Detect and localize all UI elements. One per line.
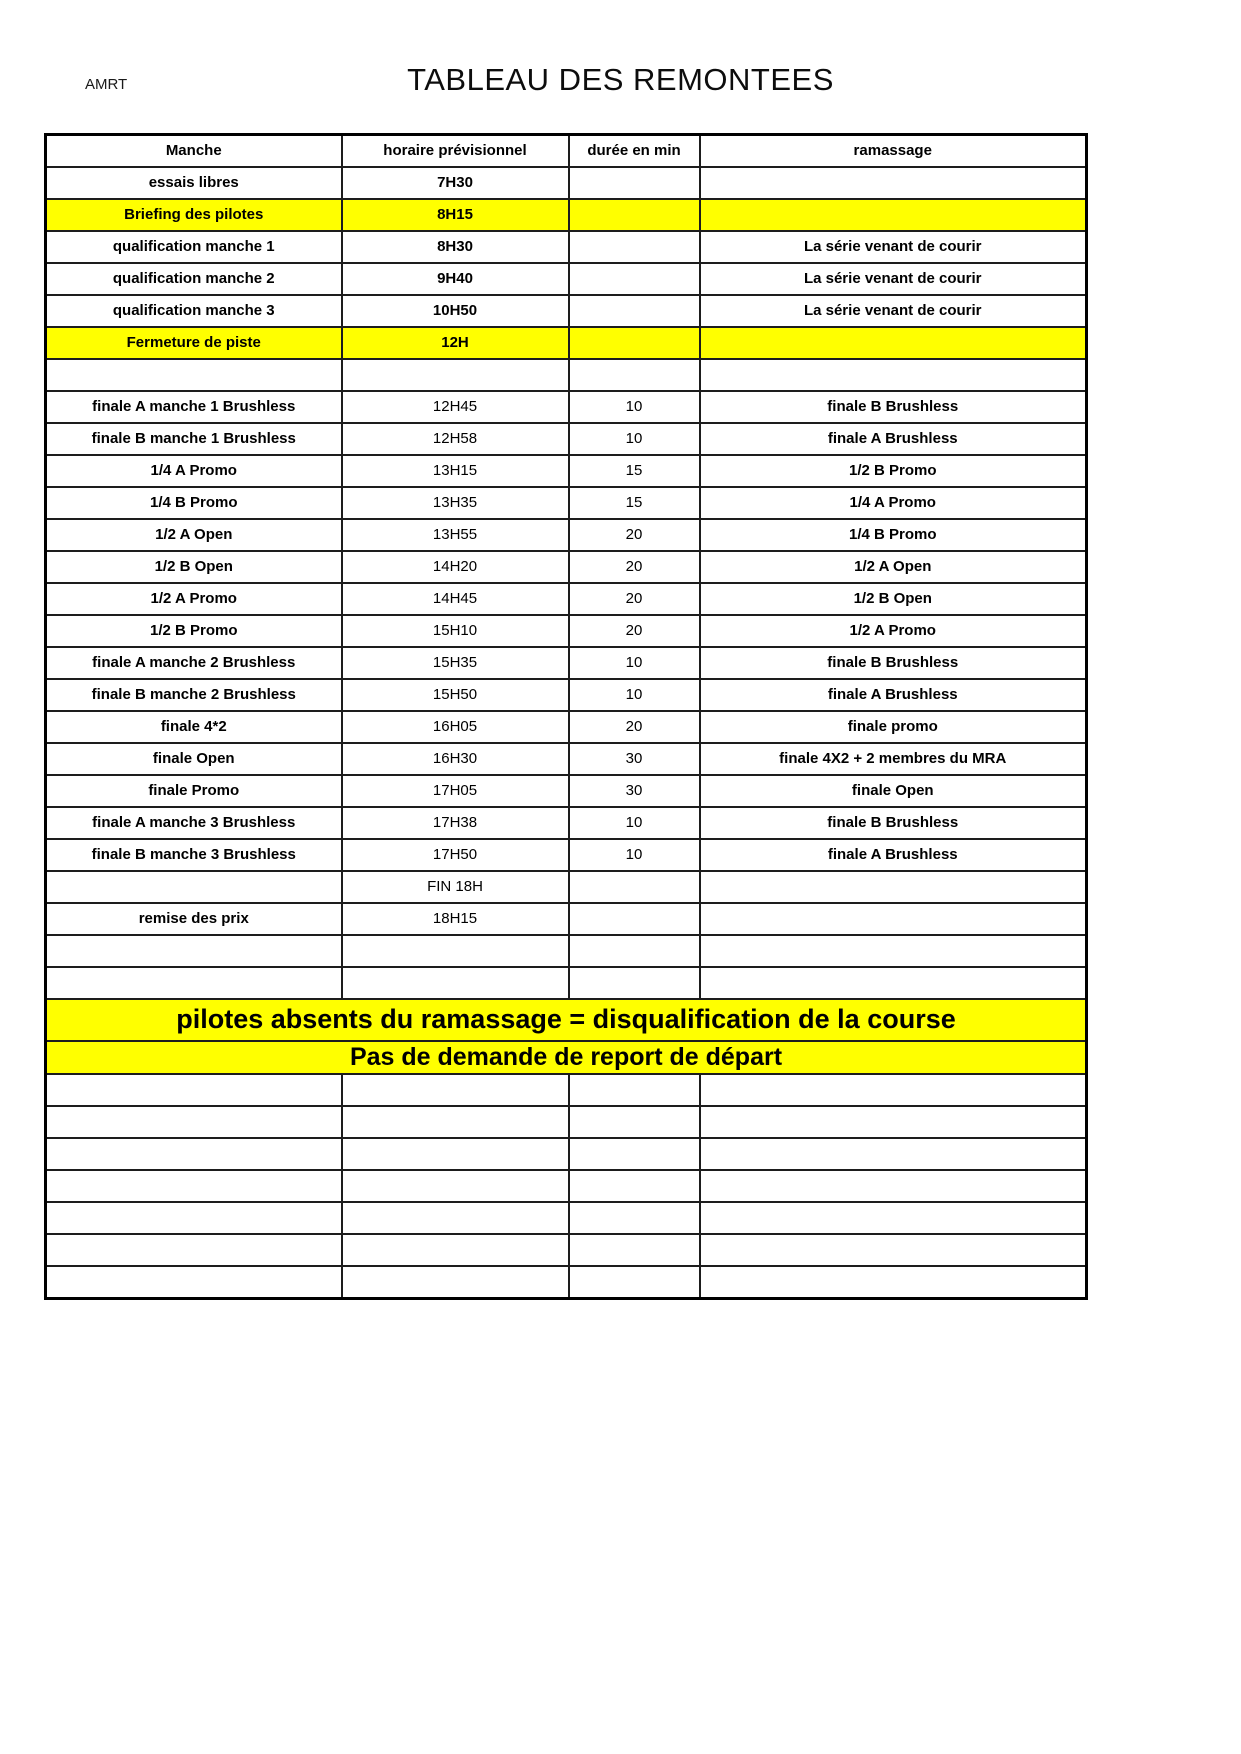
empty-row [46,1106,1087,1138]
empty-cell [342,1170,569,1202]
cell-duree [569,199,700,231]
column-header-ramassage: ramassage [700,135,1087,168]
cell-manche: essais libres [46,167,342,199]
schedule-row [46,615,1087,647]
cell-duree [569,231,700,263]
cell-manche: Briefing des pilotes [46,199,342,231]
empty-cell [700,1202,1087,1234]
cell-horaire: 14H45 [342,583,569,615]
banner-row-no-report [46,1041,1087,1074]
cell-horaire: 9H40 [342,263,569,295]
column-header-manche: Manche [46,135,342,168]
cell-horaire: 13H15 [342,455,569,487]
schedule-row [46,519,1087,551]
empty-cell [46,1234,342,1266]
cell-horaire: 16H30 [342,743,569,775]
cell-ramassage [700,327,1087,359]
club-abbreviation: AMRT [85,76,128,93]
cell-horaire: 17H38 [342,807,569,839]
cell-ramassage: finale B Brushless [700,807,1087,839]
cell-horaire: 14H20 [342,551,569,583]
empty-cell [46,1202,342,1234]
schedule-table-header [46,135,1087,168]
schedule-row [46,839,1087,871]
schedule-row [46,775,1087,807]
cell-ramassage [700,903,1087,935]
cell-ramassage: 1/2 B Open [700,583,1087,615]
cell-ramassage: finale B Brushless [700,391,1087,423]
schedule-row [46,199,1087,231]
schedule-row [46,327,1087,359]
cell-duree [569,327,700,359]
header-row [46,135,1087,168]
cell-manche: 1/2 A Open [46,519,342,551]
cell-horaire [342,935,569,967]
cell-duree [569,263,700,295]
cell-horaire: 15H35 [342,647,569,679]
empty-bottom-rows [46,1074,1087,1299]
cell-manche: finale B manche 3 Brushless [46,839,342,871]
cell-horaire: 17H50 [342,839,569,871]
empty-cell [46,1074,342,1106]
cell-ramassage: 1/4 B Promo [700,519,1087,551]
cell-ramassage: 1/2 A Open [700,551,1087,583]
empty-cell [569,1138,700,1170]
cell-duree: 15 [569,455,700,487]
empty-cell [569,1266,700,1299]
cell-horaire [342,359,569,391]
empty-cell [700,1170,1087,1202]
empty-cell [700,1266,1087,1299]
cell-horaire: 13H35 [342,487,569,519]
cell-duree: 10 [569,839,700,871]
cell-ramassage: finale A Brushless [700,679,1087,711]
empty-cell [569,1106,700,1138]
empty-cell [700,1106,1087,1138]
cell-manche: finale A manche 1 Brushless [46,391,342,423]
cell-manche: finale 4*2 [46,711,342,743]
cell-ramassage [700,871,1087,903]
schedule-row [46,903,1087,935]
cell-duree [569,871,700,903]
cell-ramassage: 1/2 B Promo [700,455,1087,487]
schedule-row [46,231,1087,263]
schedule-row [46,487,1087,519]
cell-manche: finale B manche 2 Brushless [46,679,342,711]
cell-manche: qualification manche 1 [46,231,342,263]
schedule-row [46,391,1087,423]
schedule-row [46,295,1087,327]
schedule-row [46,167,1087,199]
empty-cell [569,1074,700,1106]
cell-manche: qualification manche 2 [46,263,342,295]
cell-horaire: 15H10 [342,615,569,647]
cell-horaire: 8H15 [342,199,569,231]
empty-cell [46,1138,342,1170]
cell-duree: 20 [569,615,700,647]
banner-row-disqualification [46,999,1087,1041]
cell-manche: 1/2 A Promo [46,583,342,615]
cell-manche: finale Promo [46,775,342,807]
cell-ramassage: La série venant de courir [700,231,1087,263]
cell-ramassage: La série venant de courir [700,295,1087,327]
cell-ramassage [700,967,1087,999]
empty-row [46,1074,1087,1106]
cell-manche [46,935,342,967]
cell-manche: qualification manche 3 [46,295,342,327]
schedule-table [44,133,1088,1300]
cell-duree [569,967,700,999]
banner-line-1: pilotes absents du ramassage = disqualification de la course [46,999,1087,1041]
cell-manche: finale Open [46,743,342,775]
cell-ramassage: finale A Brushless [700,423,1087,455]
cell-ramassage [700,199,1087,231]
cell-manche: finale A manche 2 Brushless [46,647,342,679]
cell-horaire: 10H50 [342,295,569,327]
cell-duree: 10 [569,391,700,423]
cell-duree [569,167,700,199]
page-title: TABLEAU DES REMONTEES [407,62,834,97]
schedule-row [46,263,1087,295]
cell-manche [46,871,342,903]
cell-manche: 1/4 B Promo [46,487,342,519]
cell-horaire: 12H58 [342,423,569,455]
empty-cell [569,1234,700,1266]
empty-cell [46,1266,342,1299]
empty-cell [46,1170,342,1202]
cell-duree: 10 [569,807,700,839]
cell-horaire: 13H55 [342,519,569,551]
empty-row [46,1266,1087,1299]
cell-duree [569,359,700,391]
schedule-row [46,647,1087,679]
schedule-row [46,551,1087,583]
empty-row [46,1202,1087,1234]
cell-manche: remise des prix [46,903,342,935]
schedule-row [46,967,1087,999]
cell-horaire: 7H30 [342,167,569,199]
cell-horaire [342,967,569,999]
cell-manche: 1/4 A Promo [46,455,342,487]
cell-ramassage: finale B Brushless [700,647,1087,679]
cell-duree: 15 [569,487,700,519]
schedule-row [46,711,1087,743]
cell-duree: 20 [569,583,700,615]
notice-banner [46,999,1087,1074]
cell-horaire: 16H05 [342,711,569,743]
empty-cell [569,1170,700,1202]
banner-line-2: Pas de demande de report de départ [46,1041,1087,1074]
empty-cell [342,1106,569,1138]
empty-cell [342,1202,569,1234]
cell-horaire: 12H [342,327,569,359]
cell-duree: 20 [569,711,700,743]
empty-cell [700,1138,1087,1170]
empty-cell [342,1234,569,1266]
column-header-horaire: horaire prévisionnel [342,135,569,168]
schedule-row [46,807,1087,839]
empty-row [46,1234,1087,1266]
cell-ramassage: 1/2 A Promo [700,615,1087,647]
schedule-row [46,455,1087,487]
cell-manche: 1/2 B Promo [46,615,342,647]
schedule-row [46,583,1087,615]
cell-manche [46,359,342,391]
cell-ramassage [700,935,1087,967]
cell-duree: 10 [569,647,700,679]
cell-horaire: 8H30 [342,231,569,263]
cell-ramassage: finale promo [700,711,1087,743]
cell-duree [569,935,700,967]
cell-ramassage [700,167,1087,199]
schedule-row [46,679,1087,711]
cell-ramassage: 1/4 A Promo [700,487,1087,519]
cell-horaire: 15H50 [342,679,569,711]
empty-cell [700,1234,1087,1266]
empty-cell [342,1074,569,1106]
cell-duree: 20 [569,551,700,583]
cell-duree [569,903,700,935]
cell-duree [569,295,700,327]
cell-horaire: 17H05 [342,775,569,807]
empty-row [46,1170,1087,1202]
cell-duree: 20 [569,519,700,551]
cell-manche: Fermeture de piste [46,327,342,359]
schedule-row [46,743,1087,775]
empty-cell [700,1074,1087,1106]
schedule-row [46,871,1087,903]
empty-row [46,1138,1087,1170]
empty-cell [342,1138,569,1170]
cell-manche: 1/2 B Open [46,551,342,583]
column-header-duree: durée en min [569,135,700,168]
cell-manche: finale B manche 1 Brushless [46,423,342,455]
empty-cell [342,1266,569,1299]
cell-duree: 30 [569,775,700,807]
schedule-row [46,423,1087,455]
cell-ramassage: finale Open [700,775,1087,807]
cell-duree: 30 [569,743,700,775]
cell-ramassage: La série venant de courir [700,263,1087,295]
cell-ramassage [700,359,1087,391]
cell-manche: finale A manche 3 Brushless [46,807,342,839]
schedule-row [46,935,1087,967]
schedule-row [46,359,1087,391]
cell-horaire: 18H15 [342,903,569,935]
cell-duree: 10 [569,679,700,711]
cell-manche [46,967,342,999]
cell-ramassage: finale 4X2 + 2 membres du MRA [700,743,1087,775]
schedule-rows [46,167,1087,999]
cell-horaire: 12H45 [342,391,569,423]
cell-ramassage: finale A Brushless [700,839,1087,871]
cell-duree: 10 [569,423,700,455]
empty-cell [569,1202,700,1234]
empty-cell [46,1106,342,1138]
cell-horaire: FIN 18H [342,871,569,903]
